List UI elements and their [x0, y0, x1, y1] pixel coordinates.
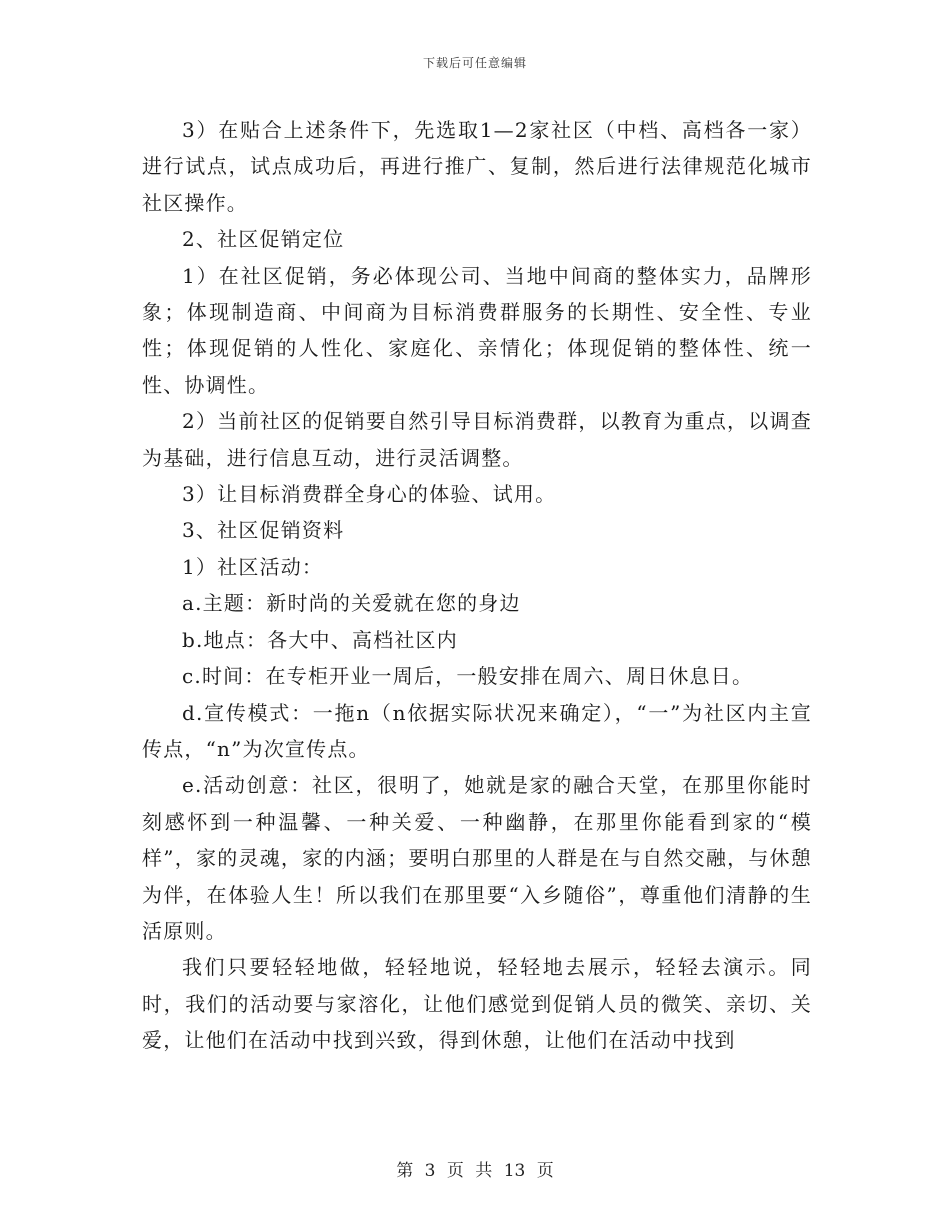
item-promotion-mode: d.宣传模式：一拖n（n依据实际状况来确定），“一”为社区内主宣传点，“n”为次宣传点。 — [142, 700, 812, 761]
paragraph-approach: 我们只要轻轻地做，轻轻地说，轻轻地去展示，轻轻去演示。同时，我们的活动要与家溶化，让他们感觉到促销人员的微笑、亲切、关爱，让他们在活动中找到兴致，得到休憩，让他们在活动中找到 — [142, 955, 812, 1053]
page-footer: 第 3 页 共 13 页 — [396, 1161, 554, 1181]
item-time: c.时间：在专柜开业一周后，一般安排在周六、周日休息日。 — [182, 664, 754, 689]
paragraph-pilot: 3）在贴合上述条件下，先选取1—2家社区（中档、高档各一家）进行试点，试点成功后，再进行推广、复制，然后进行法律规范化城市社区操作。 — [142, 118, 812, 215]
paragraph-positioning-3: 3）让目标消费群全身心的体验、试用。 — [182, 482, 557, 507]
paragraph-positioning-1: 1）在社区促销，务必体现公司、当地中间商的整体实力，品牌形象；体现制造商、中间商为目标消费群服务的长期性、安全性、专业性；体现促销的人性化、家庭化、亲情化；体现促销的整体性、统一性、协调性。 — [142, 263, 812, 397]
paragraph-positioning-2: 2）当前社区的促销要自然引导目标消费群，以教育为重点，以调查为基础，进行信息互动，进行灵活调整。 — [142, 409, 812, 470]
page-header: 下载后可任意编辑 — [422, 56, 527, 70]
heading-positioning: 2、社区促销定位 — [182, 227, 345, 252]
item-location: b.地点：各大中、高档社区内 — [182, 627, 458, 652]
item-theme: a.主题：新时尚的关爱就在您的身边 — [182, 591, 521, 616]
heading-materials: 3、社区促销资料 — [182, 518, 345, 543]
subheading-activity: 1）社区活动： — [182, 554, 324, 579]
item-activity-idea: e.活动创意：社区，很明了，她就是家的融合天堂，在那里你能时刻感怀到一种温馨、一种关爱、一种幽静，在那里你能看到家的“模样”，家的灵魂，家的内涵；要明白那里的人群是在与自然交融，与休憩为伴，在体验人生！所以我们在那里要“入乡随俗”，尊重他们清静的生活原则。 — [142, 773, 812, 943]
document-body — [142, 112, 812, 1059]
